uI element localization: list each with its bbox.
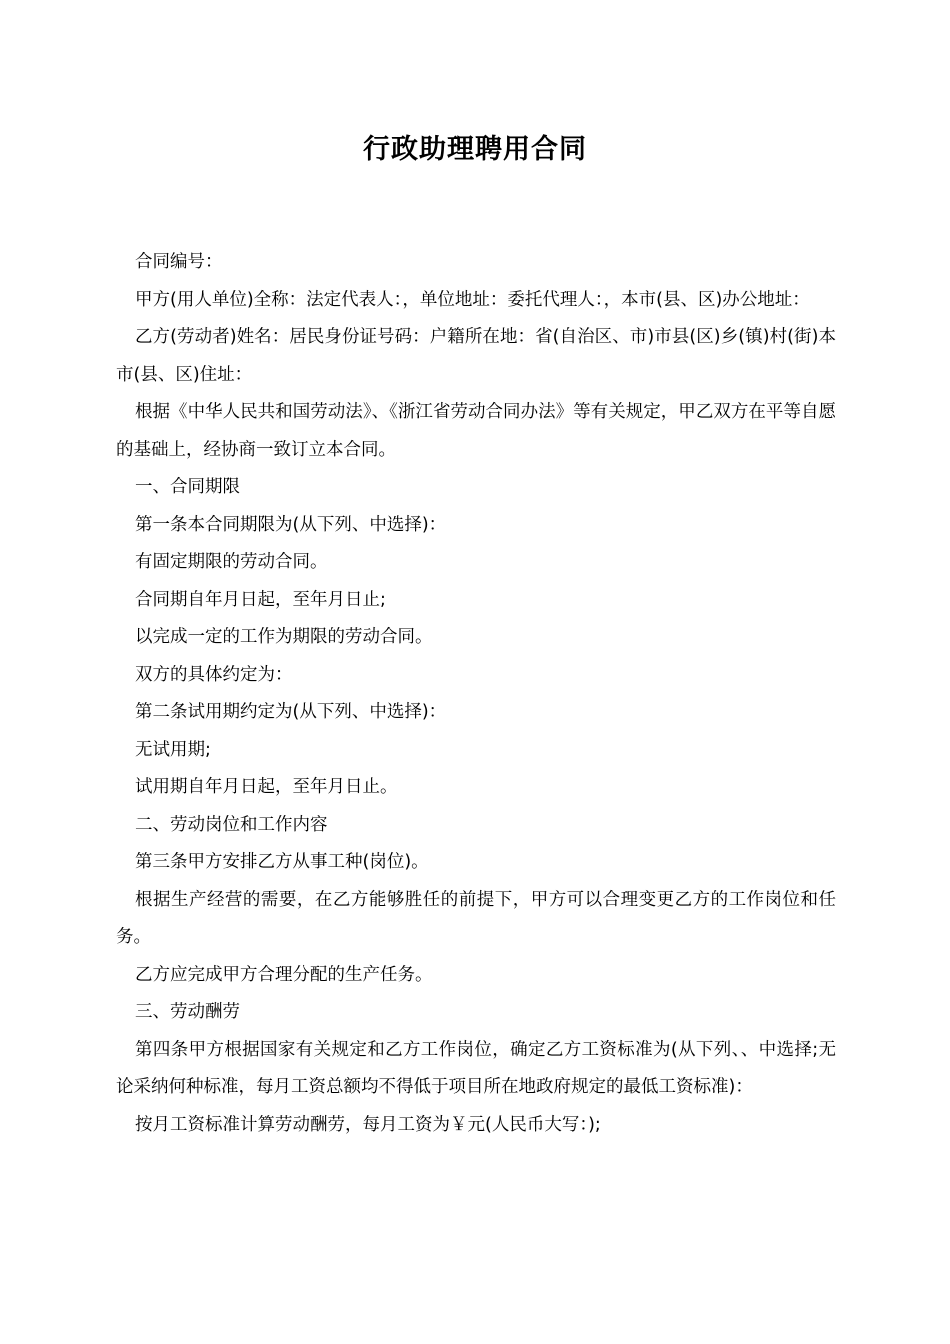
document-body bbox=[116, 244, 836, 1144]
article-3-paragraph: 第三条甲方安排乙方从事工种(岗位)。 bbox=[135, 852, 429, 872]
contract-number-line: 合同编号： bbox=[135, 252, 223, 272]
option-fixed-term: 有固定期限的劳动合同。 bbox=[135, 552, 328, 572]
preamble-paragraph: 根据《中华人民共和国劳动法》、《浙江省劳动合同办法》等有关规定，甲乙双方在平等自愿的基础上，经协商一致订立本合同。 bbox=[116, 402, 836, 460]
option-no-probation: 无试用期; bbox=[135, 739, 211, 760]
task-completion-paragraph: 乙方应完成甲方合理分配的生产任务。 bbox=[135, 964, 433, 985]
party-a-paragraph: 甲方(用人单位)全称：法定代表人：，单位地址：委托代理人：，本市(县、区)办公地址： bbox=[135, 289, 810, 310]
contract-period-line: 合同期自年月日起，至年月日止; bbox=[135, 589, 386, 610]
specific-agreement-line: 双方的具体约定为： bbox=[135, 664, 293, 685]
party-b-paragraph: 乙方(劳动者)姓名：居民身份证号码：户籍所在地：省(自治区、市)市县(区)乡(镇)村(街)本市(县、区)住址： bbox=[116, 327, 836, 385]
monthly-salary-line: 按月工资标准计算劳动酬劳，每月工资为￥元(人民币大写：); bbox=[135, 1114, 601, 1135]
section-heading-contract-term: 一、合同期限 bbox=[135, 477, 240, 497]
section-heading-job-position: 二、劳动岗位和工作内容 bbox=[135, 814, 328, 835]
probation-period-line: 试用期自年月日起，至年月日止。 bbox=[135, 777, 398, 797]
option-task-based-term: 以完成一定的工作为期限的劳动合同。 bbox=[135, 627, 433, 647]
article-2-paragraph: 第二条试用期约定为(从下列、中选择)： bbox=[135, 702, 447, 722]
article-4-paragraph: 第四条甲方根据国家有关规定和乙方工作岗位，确定乙方工资标准为(从下列、、中选择;无论采纳何种标准，每月工资总额均不得低于项目所在地政府规定的最低工资标准)： bbox=[116, 1039, 836, 1097]
job-change-paragraph: 根据生产经营的需要，在乙方能够胜任的前提下，甲方可以合理变更乙方的工作岗位和任务。 bbox=[116, 889, 836, 947]
article-1-paragraph: 第一条本合同期限为(从下列、中选择)： bbox=[135, 514, 447, 535]
section-heading-compensation: 三、劳动酬劳 bbox=[135, 1002, 240, 1022]
document-title: 行政助理聘用合同 bbox=[363, 134, 587, 165]
